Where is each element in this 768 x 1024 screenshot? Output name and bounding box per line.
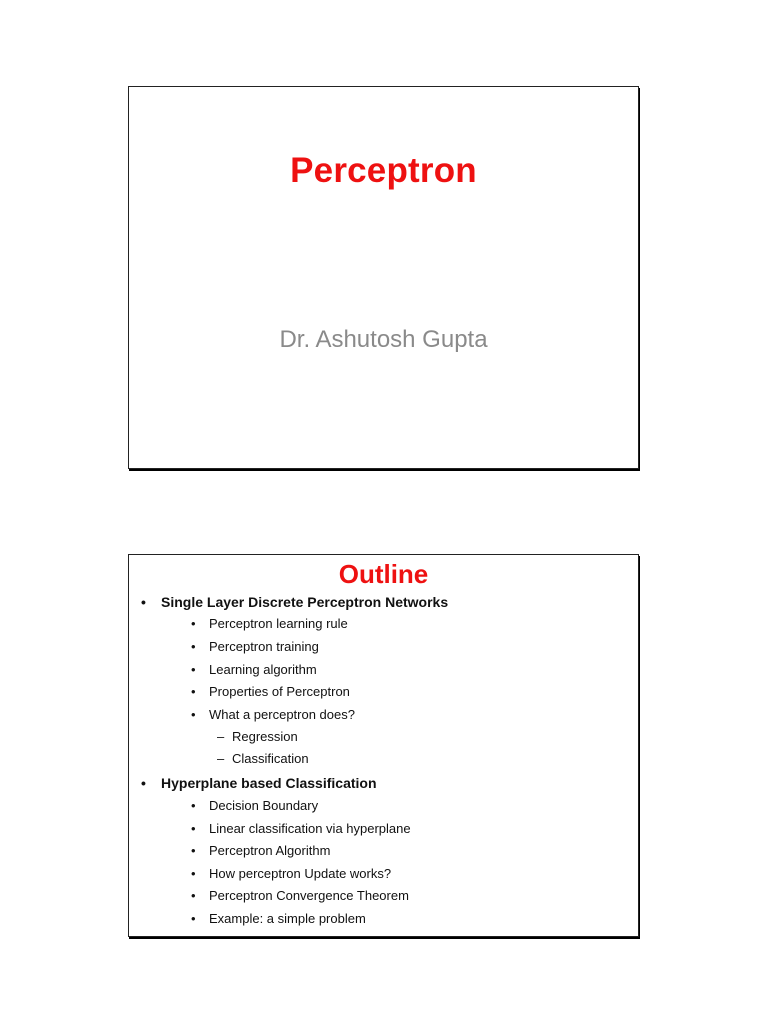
outline-item-level2	[191, 866, 391, 881]
outline-item-text: Perceptron training	[209, 639, 319, 654]
outline-item-text: Regression	[232, 729, 298, 744]
bullet-icon: •	[191, 911, 196, 926]
outline-item-text: Learning algorithm	[209, 662, 317, 677]
outline-item-level1	[141, 594, 448, 610]
outline-item-level2	[191, 888, 409, 903]
outline-item-text: Example: a simple problem	[209, 911, 366, 926]
outline-item-text: Single Layer Discrete Perceptron Networks	[161, 594, 449, 610]
dash-icon: –	[217, 751, 225, 766]
outline-item-text: Decision Boundary	[209, 798, 319, 813]
outline-item-level2	[191, 684, 350, 699]
outline-item-level2	[191, 707, 355, 722]
outline-item-text: Classification	[232, 751, 309, 766]
bullet-icon: •	[191, 684, 196, 699]
bullet-icon: •	[191, 616, 196, 631]
bullet-icon: •	[191, 843, 196, 858]
author-name: Dr. Ashutosh Gupta	[279, 326, 488, 353]
outline-item-text: Perceptron Algorithm	[209, 843, 331, 858]
outline-item-level3	[217, 751, 309, 766]
outline-item-level2	[191, 821, 411, 836]
outline-item-level2	[191, 662, 317, 677]
bullet-icon: •	[191, 821, 196, 836]
outline-item-text: Hyperplane based Classification	[161, 775, 377, 791]
bullet-icon: •	[191, 639, 196, 654]
title-slide	[128, 86, 639, 469]
outline-item-level2	[191, 843, 330, 858]
dash-icon: –	[217, 729, 225, 744]
outline-slide	[128, 554, 639, 937]
outline-item-level3	[217, 729, 298, 744]
bullet-icon: •	[191, 888, 196, 903]
outline-item-text: What a perceptron does?	[209, 707, 355, 722]
bullet-icon: •	[191, 662, 196, 677]
bullet-icon: •	[141, 594, 146, 610]
outline-item-text: Linear classification via hyperplane	[209, 821, 411, 836]
outline-item-level2	[191, 639, 319, 654]
outline-item-level1	[141, 775, 377, 791]
outline-item-level2	[191, 911, 366, 926]
outline-item-text: How perceptron Update works?	[209, 866, 392, 881]
outline-item-text: Perceptron Convergence Theorem	[209, 888, 409, 903]
bullet-icon: •	[191, 798, 196, 813]
outline-item-text: Perceptron learning rule	[209, 616, 348, 631]
outline-item-text: Properties of Perceptron	[209, 684, 350, 699]
slide-title: Perceptron	[290, 151, 477, 190]
outline-title: Outline	[338, 559, 429, 589]
outline-item-level2	[191, 616, 348, 631]
bullet-icon: •	[141, 775, 146, 791]
bullet-icon: •	[191, 707, 196, 722]
outline-list	[129, 555, 638, 936]
outline-item-level2	[191, 798, 318, 813]
bullet-icon: •	[191, 866, 196, 881]
